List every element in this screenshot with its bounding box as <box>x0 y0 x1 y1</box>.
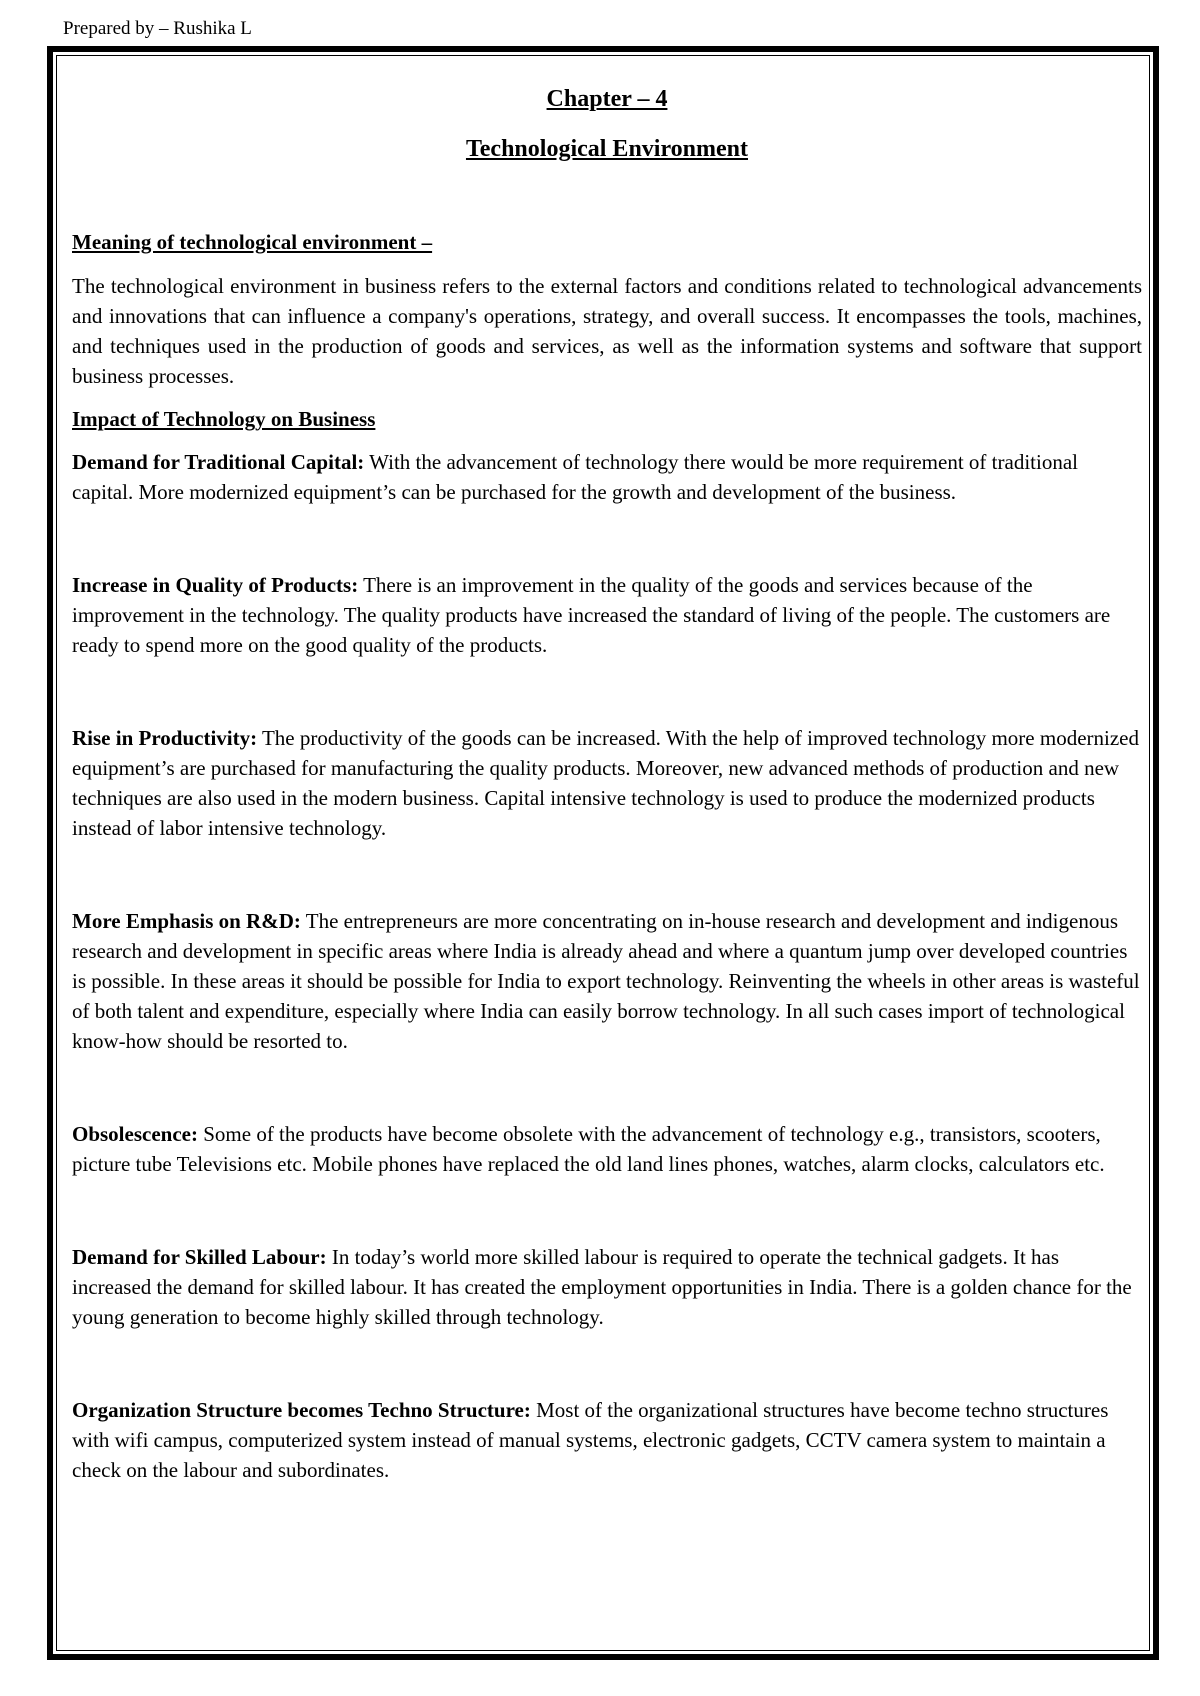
impact-term: Organization Structure becomes Techno Structure: <box>72 1398 531 1422</box>
impact-term: More Emphasis on R&D: <box>72 909 301 933</box>
impact-term: Rise in Productivity: <box>72 726 258 750</box>
impact-text: Most of the organizational structures have become techno structures with wifi campus, computerized system instead of manual systems, electronic gadgets, CCTV camera system to maintain a check on the labour and subordinates. <box>72 1398 1109 1482</box>
impact-text: The productivity of the goods can be increased. With the help of improved technology more modernized equipment’s are purchased for manufacturing the quality products. Moreover, new advanced methods of production and new techniques are also used in the modern business. Capital intensive technology is used to produce the modernized products instead of labor intensive technology. <box>72 726 1139 840</box>
impact-item-obsolescence <box>72 1119 1142 1179</box>
impact-item-productivity <box>72 723 1142 843</box>
impact-item-techno-structure <box>72 1395 1142 1485</box>
meaning-heading: Meaning of technological environment – <box>72 230 433 254</box>
impact-item-quality-of-products <box>72 570 1142 660</box>
impact-term: Demand for Traditional Capital: <box>72 450 365 474</box>
chapter-heading: Chapter – 4 <box>546 86 668 112</box>
impact-heading: Impact of Technology on Business <box>72 407 376 431</box>
impact-text: There is an improvement in the quality of the goods and services because of the improvement in the technology. The quality products have increased the standard of living of the people. The customers are ready to spend more on the good quality of the products. <box>72 573 1111 657</box>
impact-text: In today’s world more skilled labour is required to operate the technical gadgets. It has increased the demand for skilled labour. It has created the employment opportunities in India. There is a golden chance for the young generation to become highly skilled through technology. <box>72 1245 1132 1329</box>
meaning-paragraph: The technological environment in business refers to the external factors and conditions related to technological advancements and innovations that can influence a company's operations, strategy, and overall success. It encompasses the tools, machines, and techniques used in the production of goods and services, as well as the information systems and software that support business processes. <box>72 274 1142 388</box>
impact-text: The entrepreneurs are more concentrating on in-house research and development and indigenous research and development in specific areas where India is already ahead and where a quantum jump over developed countries is possible. In these areas it should be possible for India to export technology. Reinventing the wheels in other areas is wasteful of both talent and expenditure, especially where India can easily borrow technology. In all such cases import of technological know-how should be resorted to. <box>72 909 1140 1053</box>
impact-term: Demand for Skilled Labour: <box>72 1245 327 1269</box>
impact-item-traditional-capital <box>72 447 1142 507</box>
impact-item-research-development <box>72 906 1142 1056</box>
prepared-by-label: Prepared by – Rushika L <box>63 18 252 39</box>
document-body <box>72 84 1142 1485</box>
impact-list <box>72 447 1142 1485</box>
impact-item-skilled-labour <box>72 1242 1142 1332</box>
impact-term: Obsolescence: <box>72 1122 198 1146</box>
document-title: Technological Environment <box>465 136 749 162</box>
impact-text: With the advancement of technology there would be more requirement of traditional capital. More modernized equipment’s can be purchased for the growth and development of the business. <box>72 450 1078 504</box>
impact-text: Some of the products have become obsolete with the advancement of technology e.g., transistors, scooters, picture tube Televisions etc. Mobile phones have replaced the old land lines phones, watches, alarm clocks, calculators etc. <box>72 1122 1105 1176</box>
impact-term: Increase in Quality of Products: <box>72 573 359 597</box>
